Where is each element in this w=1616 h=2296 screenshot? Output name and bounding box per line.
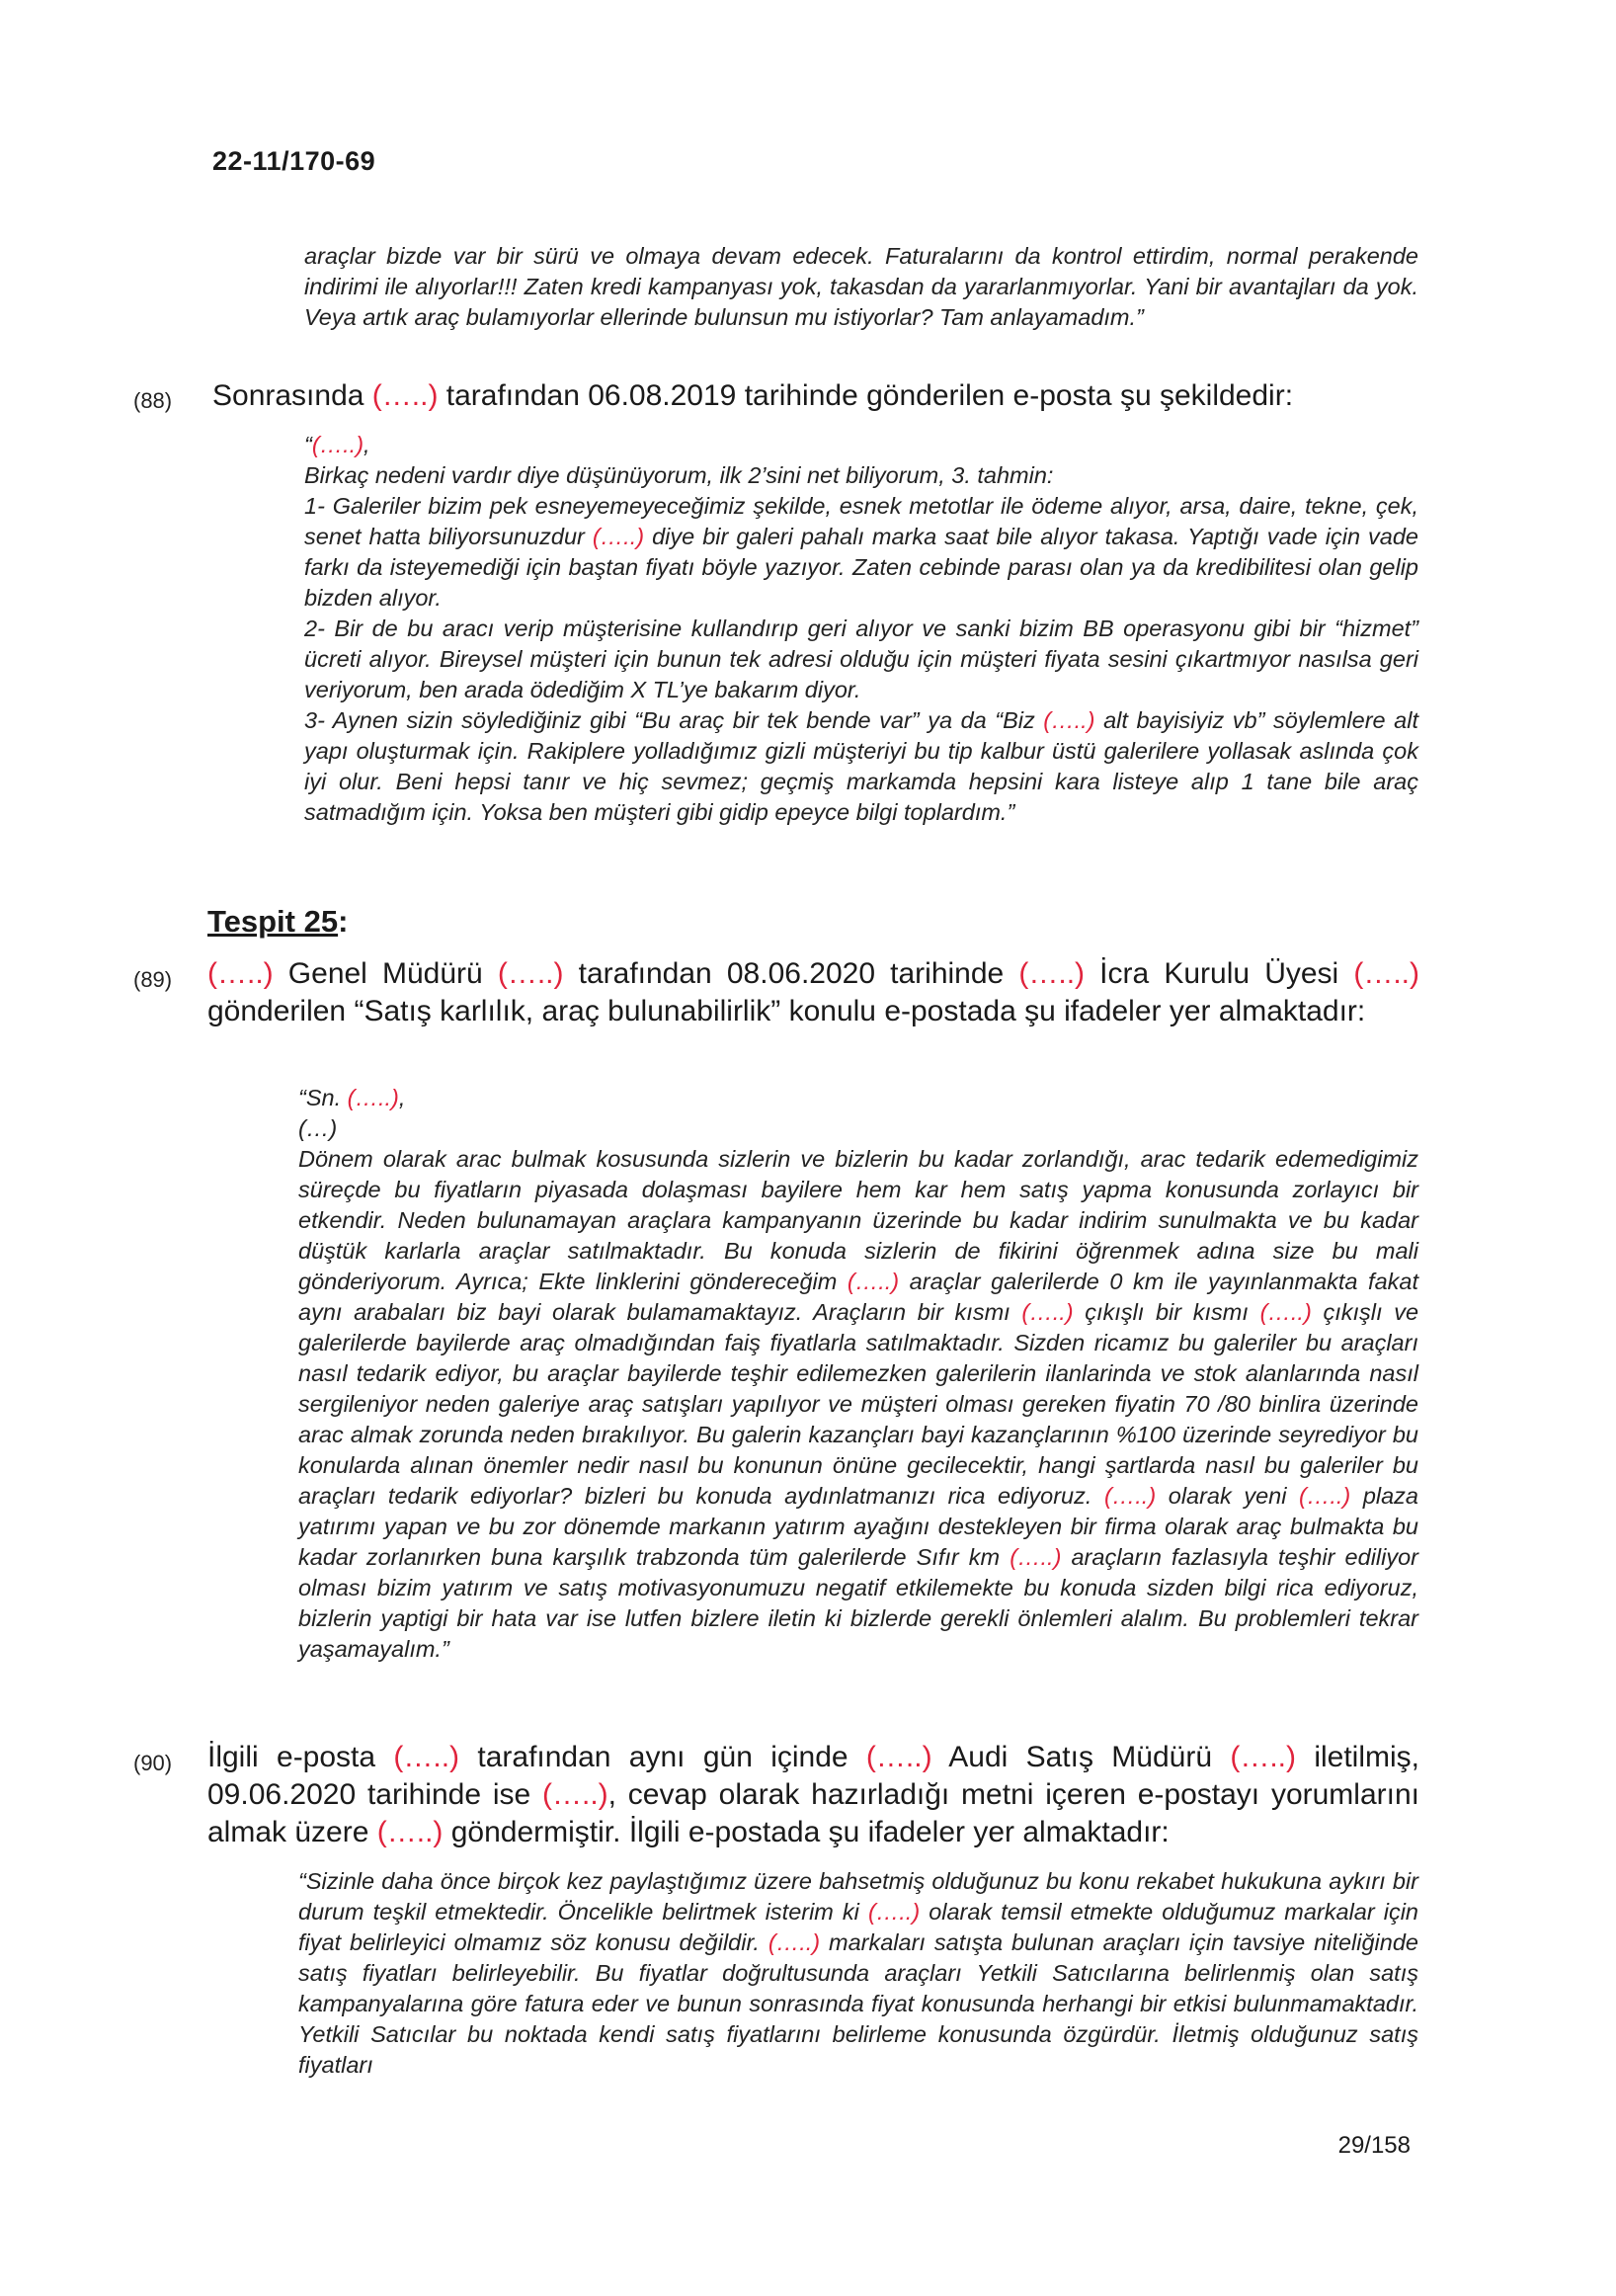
redacted-marker: (…..) — [847, 1269, 900, 1294]
redacted-marker: (…..) — [1021, 1299, 1074, 1325]
section-heading-text: Tespit 25 — [207, 904, 339, 939]
redacted-marker: (…..) — [1103, 1483, 1157, 1509]
page-number: 29/158 — [1337, 2132, 1411, 2159]
redacted-marker: (…..) — [371, 379, 439, 412]
redacted-marker: (…..) — [1043, 707, 1095, 733]
paragraph-90 — [207, 1739, 1419, 1851]
redacted-marker: (…..) — [311, 432, 364, 457]
text-line: 2- Bir de bu aracı verip müşterisine kullandırıp geri alıyor ve sanki bizim BB operasyonu gibi bir “hizmet” ücreti alıyor. Bireysel müşteri için bunun tek adresi olduğu için müşteri fiyata sesini çıkartmıyor nasılsa geri veriyorum, ben arada ödediğim X TL’ye bakarım diyor. — [304, 615, 1418, 702]
text-line: “Sn. (…..), — [298, 1085, 406, 1110]
redacted-marker: (…..) — [497, 957, 564, 990]
redacted-marker: (…..) — [542, 1778, 608, 1811]
text-line: araçlar bizde var bir sürü ve olmaya devam edecek. Faturalarını da kontrol ettirdim, normal perakende indirimi ile alıyorlar!!! Zaten kredi kampanyası yok, takasdan da yararlanmıyorlar. Yani bir avantajları da yok. Veya artık araç bulamıyorlar ellerinde bulunsun mu istiyorlar? Tam anlayamadım.” — [304, 243, 1418, 330]
quote-email-88 — [304, 430, 1418, 828]
text-line: 3- Aynen sizin söylediğiniz gibi “Bu araç bir tek bende var” ya da “Biz (…..) alt bayisiyiz vb” söylemlere alt yapı oluşturmak için. Rakiplere yolladığımız gizli müşteriyi bu tip kalbur üstü galerilere yollasak aslında çok iyi olur. Beni hepsi tanır ve hiç sevmez; geçmiş markamda hepsini kara listeye alıp 1 tane bile araç satmadığım için. Yoksa ben müşteri gibi gidip epeyce bilgi toplardım.” — [304, 707, 1418, 825]
section-heading — [207, 904, 348, 940]
redacted-marker: (…..) — [867, 1899, 921, 1925]
text-line: (…..) Genel Müdürü (…..) tarafından 08.06.2020 tarihinde (…..) İcra Kurulu Üyesi (…..) gönderilen “Satış karlılık, araç bulunabilirlik” konulu e-postada şu ifadeler yer almaktadır: — [207, 957, 1419, 1027]
redacted-marker: (…..) — [1259, 1299, 1312, 1325]
text-line: Sonrasında (…..) tarafından 06.08.2019 tarihinde gönderilen e-posta şu şekildedir: — [212, 379, 1294, 412]
text-line: Dönem olarak arac bulmak kosusunda sizlerin ve bizlerin bu kadar zorlandığı, arac tedarik edemedigimiz süreçde bu fiyatların piyasada dolaşması bayilere hem kar hem satış yapma konusunda zorlayıcı bir etkendir. Neden bulunamayan araçlara kampanyanın üzerinde bu kadar indirim sunulmakta ve bu kadar düştük karlarla araçlar satılmaktadır. Bu konuda sizlerin de fikirini öğrenmek adına size bu mali gönderiyorum. Ayrıca; Ekte linklerini göndereceğim (…..) araçlar galerilerde 0 km ile yayınlanmakta fakat aynı arabaları biz bayi olarak bulamamaktayız. Araçların bir kısmı (…..) çıkışlı bir kısmı (…..) çıkışlı ve galerilerde bayilerde araç olmadığından faiş fiyatlarla satılmaktadır. Sizden ricamız bu galeriler bu araçları nasıl tedarik ediyor, bu araçlar bayilerde teşhir edilemezken galerilerin ilanlarinda ve stok alanlarında nasıl sergileniyor neden galeriye araç satışları yapılıyor ve müşteri olması gereken fiyatin 70 /80 binlira üzerinde arac almak zorunda neden bırakılıyor. Bu galerin kazançları bayi kazançlarının %100 üzerinde seyrediyor bu konularda alınan önemler nedir nasıl bu konunun önüne gecilecektir, hangi şartlarda nasıl bu galeriler bu araçları tedarik ediyorlar? bizleri bu konuda aydınlatmanızı rica ediyoruz. (…..) olarak yeni (…..) plaza yatırımı yapan ve bu zor dönemde markanın yatırım ayağını destekleyen bir firma olarak araç bulmakta bu kadar zorlanırken buna karşılık trabzonda tüm galerilerde Sıfır km (…..) araçların fazlasıyla teşhir ediliyor olması bizim yatırım ve satış motivasyonumuzu negatif etkilemekte bu konuda sizden bilgi rica ediyoruz, bizlerin yaptigi bir hata var ise lutfen bizlere iletin ki bizlerde gerekli önlemleri alalım. Bu problemleri tekrar yaşamayalım.” — [298, 1146, 1419, 1662]
paragraph-89 — [207, 955, 1419, 1030]
redacted-marker: (…..) — [768, 1929, 821, 1955]
paragraph-number-90: (90) — [133, 1751, 173, 1775]
redacted-marker: (…..) — [865, 1741, 932, 1773]
redacted-marker: (…..) — [1018, 957, 1086, 990]
quote-email-89 — [298, 1083, 1418, 1665]
redacted-marker: (…..) — [1010, 1544, 1062, 1570]
redacted-marker: (…..) — [393, 1741, 460, 1773]
paragraph-88 — [212, 377, 1419, 415]
redacted-marker: (…..) — [347, 1085, 399, 1110]
text-line: Birkaç nedeni vardır diye düşünüyorum, ilk 2’sini net biliyorum, 3. tahmin: — [304, 462, 1054, 488]
text-line: (…) — [298, 1115, 338, 1141]
document-number: 22-11/170-69 — [212, 146, 376, 176]
quote-continuation — [304, 241, 1418, 333]
text-line: İlgili e-posta (…..) tarafından aynı gün içinde (…..) Audi Satış Müdürü (…..) iletilmiş, 09.06.2020 tarihinde ise (…..), cevap olarak hazırladığı metni içeren e-postayı yorumlarını almak üzere (…..) göndermiştir. İlgili e-postada şu ifadeler yer almaktadır: — [207, 1741, 1419, 1848]
paragraph-number-88: (88) — [133, 388, 173, 413]
redacted-marker: (…..) — [1353, 957, 1419, 990]
paragraph-number-89: (89) — [133, 967, 173, 992]
redacted-marker: (…..) — [592, 524, 645, 549]
redacted-marker: (…..) — [376, 1816, 444, 1848]
quote-email-90 — [298, 1866, 1418, 2081]
section-heading-colon: : — [338, 904, 349, 939]
text-line: “(…..), — [304, 432, 370, 457]
text-line: 1- Galeriler bizim pek esneyemeyeceğimiz şekilde, esnek metotlar ile ödeme alıyor, arsa, daire, tekne, çek, senet hatta biliyorsunuzdur (…..) diye bir galeri pahalı marka saat bile alıyor takasa. Yaptığı vade için vade farkı da isteyemediği için baştan fiyatı böyle yazıyor. Zaten cebinde parası olan ya da kredibilitesi olan gelip bizden alıyor. — [304, 493, 1418, 611]
text-line: “Sizinle daha önce birçok kez paylaştığımız üzere bahsetmiş olduğunuz bu konu rekabet hukukuna aykırı bir durum teşkil etmektedir. Öncelikle belirtmek isterim ki (…..) olarak temsil etmekte olduğumuz markalar için fiyat belirleyici olmamız söz konusu değildir. (…..) markaları satışta bulunan araçları için tavsiye niteliğinde satış fiyatları belirleyebilir. Bu fiyatlar doğrultusunda araçları Yetkili Satıcılarına belirlenmiş olan satış kampanyalarına göre fatura eder ve bunun sonrasında fiyat konusunda herhangi bir etkisi bulunmamaktadır. Yetkili Satıcılar bu noktada kendi satış fiyatlarını belirleme konusunda özgürdür. İletmiş olduğunuz satış fiyatları — [298, 1868, 1418, 2078]
redacted-marker: (…..) — [1299, 1483, 1351, 1509]
redacted-marker: (…..) — [1230, 1741, 1296, 1773]
redacted-marker: (…..) — [207, 957, 274, 990]
